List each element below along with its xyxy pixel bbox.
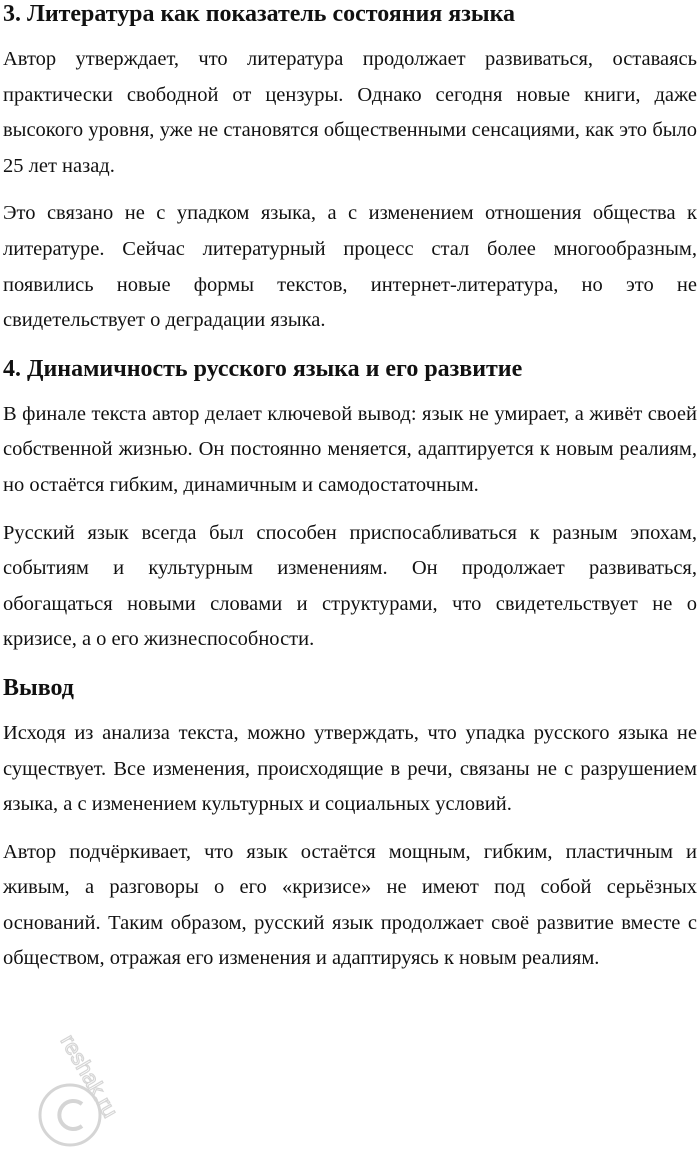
document bbox=[3, 0, 697, 989]
section-heading: 3. Литература как показатель состояния языка bbox=[3, 1, 516, 27]
svg-text:reshak.ru: reshak.ru bbox=[55, 1030, 124, 1122]
paragraph: В финале текста автор делает ключевой вывод: язык не умирает, а живёт своей собственной жизнью. Он постоянно меняется, адаптируется к новым реалиям, но остаётся гибким, динамичным и самодостаточным. bbox=[3, 402, 697, 496]
paragraph: Русский язык всегда был способен приспосабливаться к разным эпохам, событиям и культурным изменениям. Он продолжает развиваться, обогащаться новыми словами и структурами, что свидетельствует не о кризисе, а о его жизнеспособности. bbox=[3, 521, 697, 651]
watermark-logo bbox=[20, 1020, 160, 1160]
paragraph: Автор подчёркивает, что язык остаётся мощным, гибким, пластичным и живым, а разговоры о его «кризисе» не имеют под собой серьёзных оснований. Таким образом, русский язык продолжает своё развитие вместе с обществом, отражая его изменения и адаптируясь к новым реалиям. bbox=[3, 840, 697, 970]
paragraph: Автор утверждает, что литература продолжает развиваться, оставаясь практически свободной от цензуры. Однако сегодня новые книги, даже высокого уровня, уже не становятся общественными сенсациями, как это было 25 лет назад. bbox=[3, 48, 697, 177]
paragraph: Исходя из анализа текста, можно утверждать, что упадка русского языка не существует. Все изменения, происходящие в речи, связаны не с разрушением языка, а с изменением культурных и социальных условий. bbox=[3, 721, 697, 816]
paragraph: Это связано не с упадком языка, а с изменением отношения общества к литературе. Сейчас литературный процесс стал более многообразным, появились новые формы текстов, интернет-литература, но это не свидетельствует о деградации языка. bbox=[3, 202, 697, 332]
section-heading: 4. Динамичность русского языка и его развитие bbox=[3, 355, 523, 382]
section-heading: Вывод bbox=[3, 674, 74, 701]
